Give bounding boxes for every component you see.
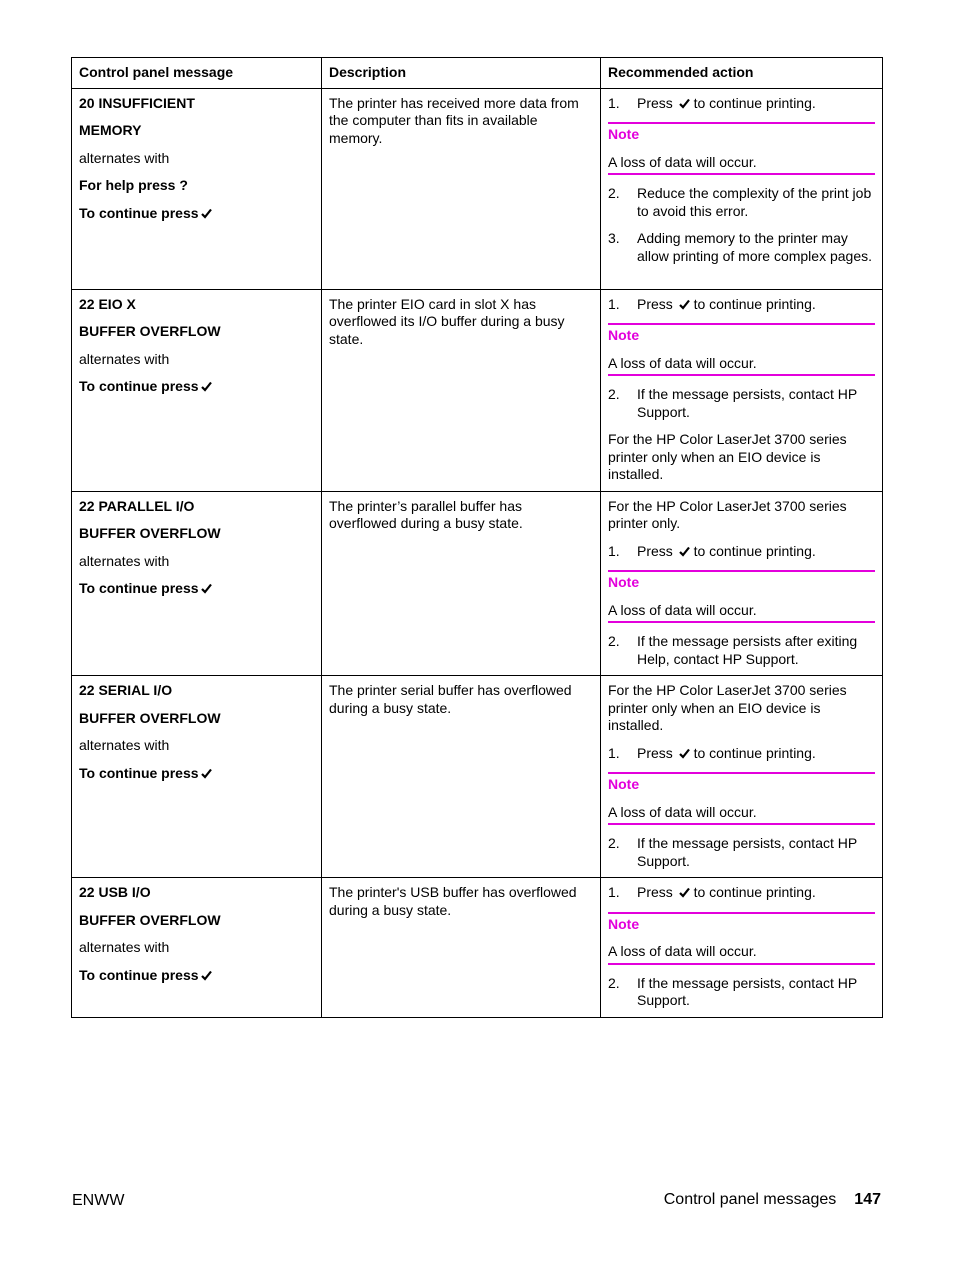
alternates-text: alternates with bbox=[79, 939, 170, 955]
step-text: to continue printing. bbox=[693, 295, 816, 312]
continue-text: To continue press bbox=[79, 764, 199, 781]
step-number: 2. bbox=[608, 633, 620, 649]
action-cell bbox=[601, 289, 883, 491]
message-line: BUFFER OVERFLOW bbox=[79, 911, 221, 928]
note-box bbox=[608, 912, 875, 965]
help-line bbox=[79, 177, 314, 195]
note-title: Note bbox=[608, 574, 640, 590]
header-description: Description bbox=[322, 58, 601, 89]
action-step bbox=[608, 745, 875, 763]
message-line: 20 INSUFFICIENT bbox=[79, 94, 195, 111]
step-text: to continue printing. bbox=[693, 884, 816, 900]
alternates-text: alternates with bbox=[79, 149, 170, 166]
message-cell bbox=[72, 491, 322, 676]
step-number: 1. bbox=[608, 542, 620, 559]
step-number: 2. bbox=[608, 974, 620, 991]
message-cell bbox=[72, 88, 322, 289]
step-text: If the message persists, contact HP Support. bbox=[637, 386, 857, 420]
table-row bbox=[72, 878, 883, 1018]
action-step bbox=[608, 543, 875, 561]
step-number: 2. bbox=[608, 835, 620, 851]
page-number: 147 bbox=[854, 1191, 881, 1208]
step-number: 3. bbox=[608, 230, 620, 246]
message-line: BUFFER OVERFLOW bbox=[79, 323, 221, 339]
note-box bbox=[608, 570, 875, 623]
message-line: MEMORY bbox=[79, 122, 142, 138]
step-number: 2. bbox=[608, 185, 620, 201]
description-cell: The printer EIO card in slot X has overflowed its I/O buffer during a busy state. bbox=[322, 289, 601, 491]
step-text: Press bbox=[637, 542, 673, 559]
continue-line bbox=[79, 378, 314, 396]
continue-line bbox=[79, 580, 314, 598]
step-text: Press bbox=[637, 295, 673, 312]
footer-section-title: Control panel messages bbox=[663, 1191, 837, 1208]
action-step bbox=[608, 95, 875, 113]
header-control-panel-message: Control panel message bbox=[72, 58, 322, 89]
note-body: A loss of data will occur. bbox=[608, 943, 757, 959]
message-cell bbox=[72, 289, 322, 491]
action-step bbox=[608, 633, 875, 668]
help-text: For help press bbox=[79, 177, 176, 193]
note-title: Note bbox=[608, 126, 640, 142]
message-line: 22 PARALLEL I/O bbox=[79, 497, 195, 514]
step-text: to continue printing. bbox=[693, 744, 816, 761]
note-body: A loss of data will occur. bbox=[608, 803, 757, 820]
step-number: 1. bbox=[608, 884, 620, 900]
checkmark-icon bbox=[679, 887, 690, 898]
message-cell bbox=[72, 878, 322, 1018]
control-panel-messages-table bbox=[71, 57, 883, 1018]
message-line: 22 USB I/O bbox=[79, 884, 151, 900]
message-line: BUFFER OVERFLOW bbox=[79, 709, 221, 726]
table-row bbox=[72, 88, 883, 289]
action-step bbox=[608, 975, 875, 1010]
action-cell bbox=[601, 676, 883, 878]
step-text: Adding memory to the printer may allow printing of more complex pages. bbox=[637, 230, 873, 264]
checkmark-icon bbox=[201, 208, 212, 219]
action-step bbox=[608, 296, 875, 314]
checkmark-icon bbox=[201, 583, 212, 594]
table-row bbox=[72, 289, 883, 491]
checkmark-icon bbox=[679, 299, 690, 310]
description-cell: The printer serial buffer has overflowed during a busy state. bbox=[322, 676, 601, 878]
description-cell: The printer’s parallel buffer has overflowed during a busy state. bbox=[322, 491, 601, 676]
step-number: 1. bbox=[608, 94, 620, 111]
continue-text: To continue press bbox=[79, 204, 199, 221]
step-text: If the message persists, contact HP Support. bbox=[637, 835, 857, 869]
checkmark-icon bbox=[679, 98, 690, 109]
step-text: to continue printing. bbox=[693, 94, 816, 111]
action-cell bbox=[601, 878, 883, 1018]
message-cell bbox=[72, 676, 322, 878]
note-body: A loss of data will occur. bbox=[608, 153, 757, 170]
action-step bbox=[608, 230, 875, 265]
checkmark-icon bbox=[679, 546, 690, 557]
continue-text: To continue press bbox=[79, 378, 199, 394]
action-note-text: For the HP Color LaserJet 3700 series printer only when an EIO device is installed. bbox=[608, 682, 847, 733]
step-text: Press bbox=[637, 744, 673, 761]
table-header-row bbox=[72, 58, 883, 89]
alternates-text: alternates with bbox=[79, 737, 170, 753]
footer-left-label: ENWW bbox=[72, 1192, 125, 1209]
step-text: If the message persists after exiting Help, contact HP Support. bbox=[637, 633, 858, 667]
step-number: 2. bbox=[608, 386, 620, 402]
action-cell bbox=[601, 491, 883, 676]
step-number: 1. bbox=[608, 295, 620, 312]
action-cell bbox=[601, 88, 883, 289]
description-cell: The printer's USB buffer has overflowed during a busy state. bbox=[322, 878, 601, 1018]
continue-text: To continue press bbox=[79, 580, 199, 596]
step-text: Press bbox=[637, 884, 673, 900]
step-text: If the message persists, contact HP Support. bbox=[637, 974, 857, 1008]
action-step bbox=[608, 386, 875, 421]
continue-line bbox=[79, 765, 314, 783]
footer-right bbox=[664, 1191, 881, 1209]
checkmark-icon bbox=[201, 970, 212, 981]
step-text: Reduce the complexity of the print job to avoid this error. bbox=[637, 185, 872, 219]
action-step bbox=[608, 835, 875, 870]
note-title: Note bbox=[608, 776, 640, 792]
checkmark-icon bbox=[201, 381, 212, 392]
message-line: BUFFER OVERFLOW bbox=[79, 525, 221, 541]
alternates-text: alternates with bbox=[79, 350, 170, 367]
continue-text: To continue press bbox=[79, 966, 199, 983]
message-line: 22 EIO X bbox=[79, 295, 136, 312]
checkmark-icon bbox=[679, 748, 690, 759]
step-text: to continue printing. bbox=[693, 542, 816, 559]
table-row bbox=[72, 676, 883, 878]
description-cell: The printer has received more data from the computer than fits in available memory. bbox=[322, 88, 601, 289]
help-symbol: ? bbox=[179, 177, 188, 193]
step-text: Press bbox=[637, 94, 673, 111]
action-note-text: For the HP Color LaserJet 3700 series printer only. bbox=[608, 497, 847, 531]
note-title: Note bbox=[608, 327, 640, 343]
note-body: A loss of data will occur. bbox=[608, 354, 757, 371]
continue-line bbox=[79, 967, 314, 985]
alternates-text: alternates with bbox=[79, 552, 170, 569]
action-note-text: For the HP Color LaserJet 3700 series printer only when an EIO device is installed. bbox=[608, 431, 847, 482]
note-title: Note bbox=[608, 915, 640, 932]
table-row bbox=[72, 491, 883, 676]
continue-line bbox=[79, 205, 314, 223]
header-recommended-action: Recommended action bbox=[601, 58, 883, 89]
note-box bbox=[608, 122, 875, 175]
note-box bbox=[608, 323, 875, 376]
action-step bbox=[608, 884, 875, 902]
message-line: 22 SERIAL I/O bbox=[79, 682, 173, 698]
checkmark-icon bbox=[201, 768, 212, 779]
step-number: 1. bbox=[608, 744, 620, 761]
note-box bbox=[608, 772, 875, 825]
note-body: A loss of data will occur. bbox=[608, 601, 757, 618]
action-step bbox=[608, 185, 875, 220]
